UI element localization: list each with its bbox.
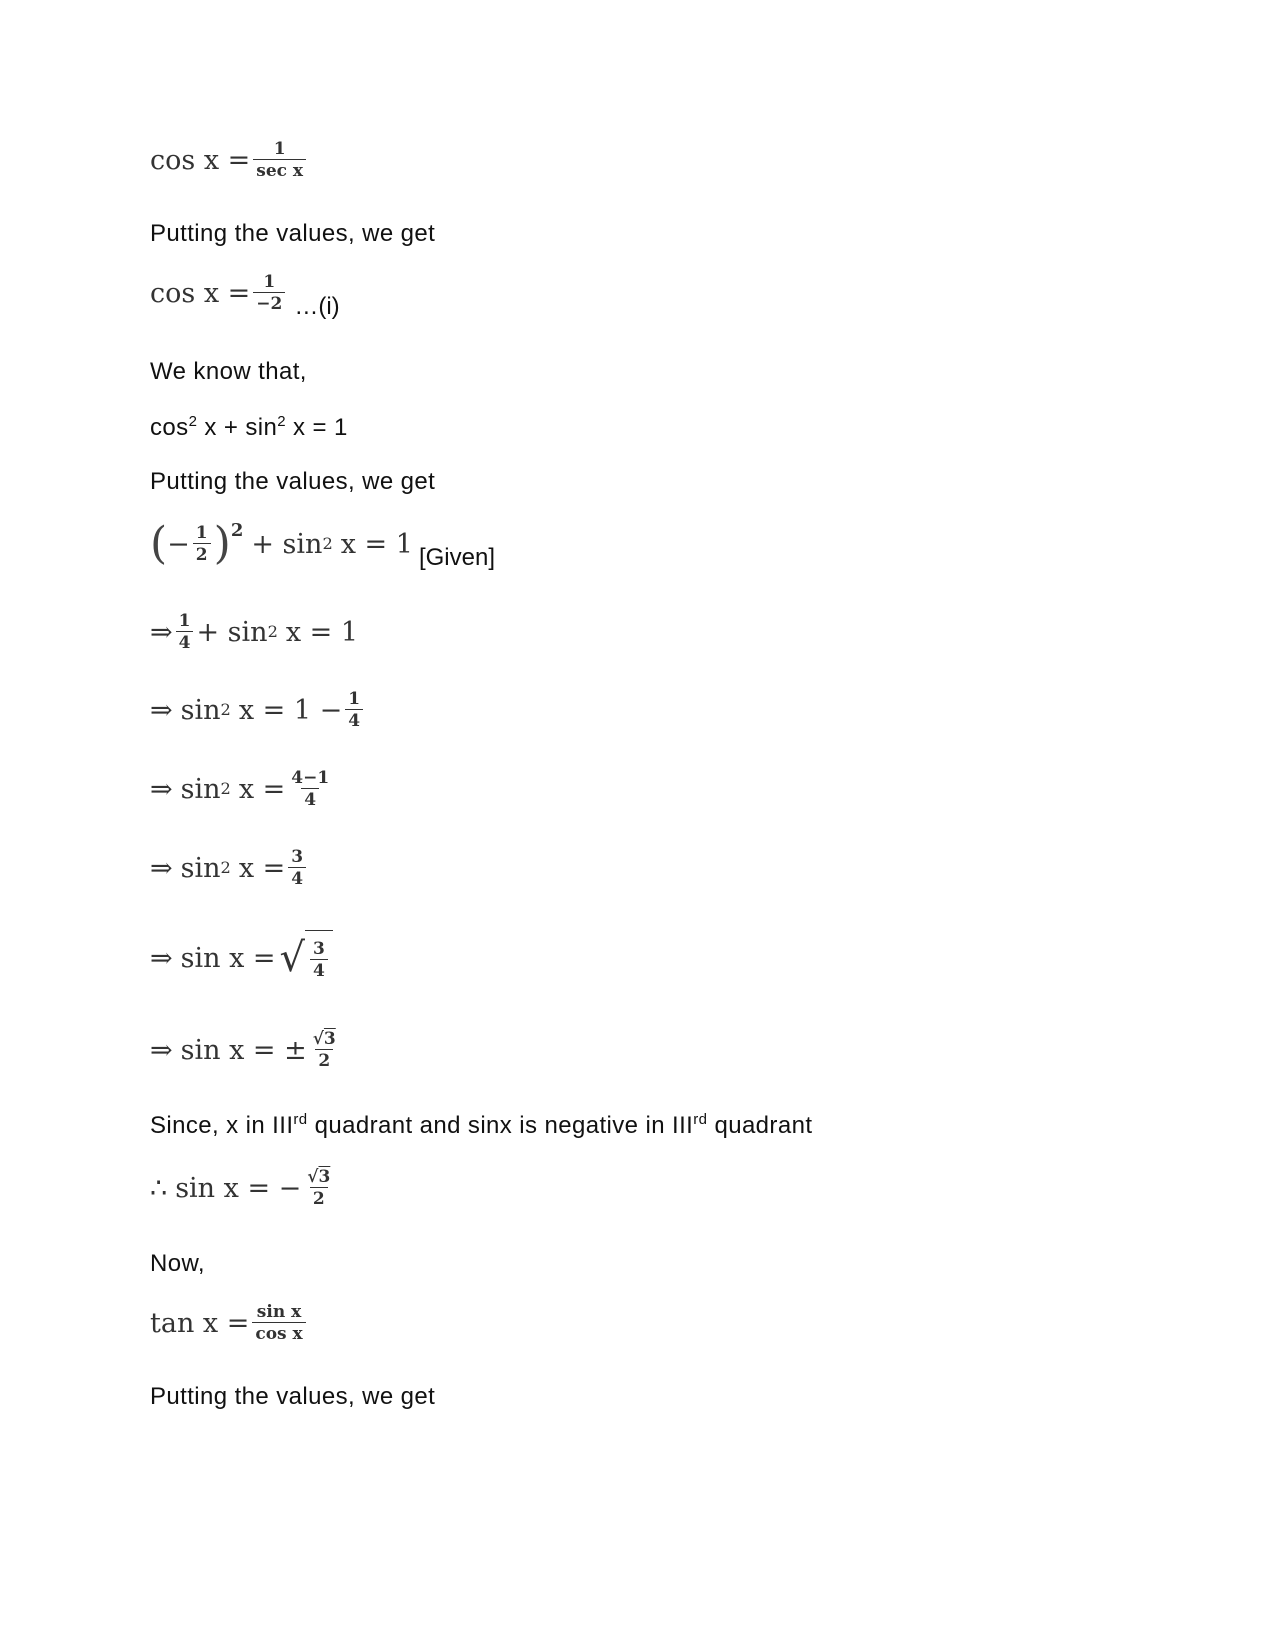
radical-sign-icon: √ [279, 935, 306, 981]
identity-pythagorean: $\cos^2 x + \sin^2 x = 1$ [150, 413, 348, 441]
fraction: $\frac{1}{\text{sec x}}$ [253, 140, 306, 180]
fraction: $\frac{1}{-2}$ [253, 273, 285, 313]
eq-lhs: cos x = [150, 144, 251, 176]
text-quadrant-note: Since, x in IIIrd quadrant and sinx is negative in IIIrd quadrant [150, 1111, 813, 1139]
text-putting-values-1: Putting the values, we get [150, 220, 436, 247]
fraction: $\frac{√3}{2}$ [312, 1029, 336, 1071]
fraction: $\frac{3}{4}$ [288, 848, 306, 888]
equation-step-5: ⇒ sin x = √ $\frac{3}{4}$ [150, 930, 333, 986]
fraction: $\frac{3}{4}$ [310, 940, 328, 980]
equation-tag: …(i) [294, 293, 340, 320]
equation-tag: [Given] [418, 544, 495, 571]
equation-cos-sec [150, 140, 309, 180]
square-root [280, 930, 333, 986]
text-we-know-that: We know that, [150, 358, 307, 385]
equation-cos-value: cos x = $\frac{1}{-2}$ …(i) [150, 272, 340, 320]
text-putting-values-2: Putting the values, we get [150, 468, 436, 495]
equation-sin-result: ∴ sin x = − $\frac{√3}{2}$ [150, 1168, 336, 1208]
equation-step-2: ⇒ sin 2 x = 1 − $\frac{1}{4}$ [150, 690, 366, 730]
equation-tan-definition: tan x = $\frac{\text{sin x}}{\text{cos x}}$ [150, 1303, 309, 1343]
fraction: $\frac{\text{sin x}}{\text{cos x}}$ [252, 1303, 305, 1343]
text-putting-values-3: Putting the values, we get [150, 1383, 436, 1410]
fraction: $\frac{√3}{2}$ [307, 1167, 331, 1209]
equation-step-3: ⇒ sin 2 x = $\frac{4-1}{4}$ [150, 769, 335, 809]
equation-step-4: ⇒ sin 2 x = $\frac{3}{4}$ [150, 848, 309, 888]
equation-substituted: ( − $\frac{1}{2}$ ) 2 + sin 2 x = 1 [Given] [150, 518, 495, 571]
equation-step-6: ⇒ sin x = ± $\frac{√3}{2}$ [150, 1030, 342, 1070]
fraction: $\frac{1}{2}$ [193, 524, 211, 564]
text-now: Now, [150, 1250, 205, 1277]
fraction: $\frac{1}{4}$ [345, 690, 363, 730]
fraction: $\frac{4-1}{4}$ [291, 768, 330, 810]
fraction: $\frac{1}{4}$ [176, 612, 194, 652]
equation-step-1: ⇒ $\frac{1}{4}$ + sin 2 x = 1 [150, 611, 359, 653]
